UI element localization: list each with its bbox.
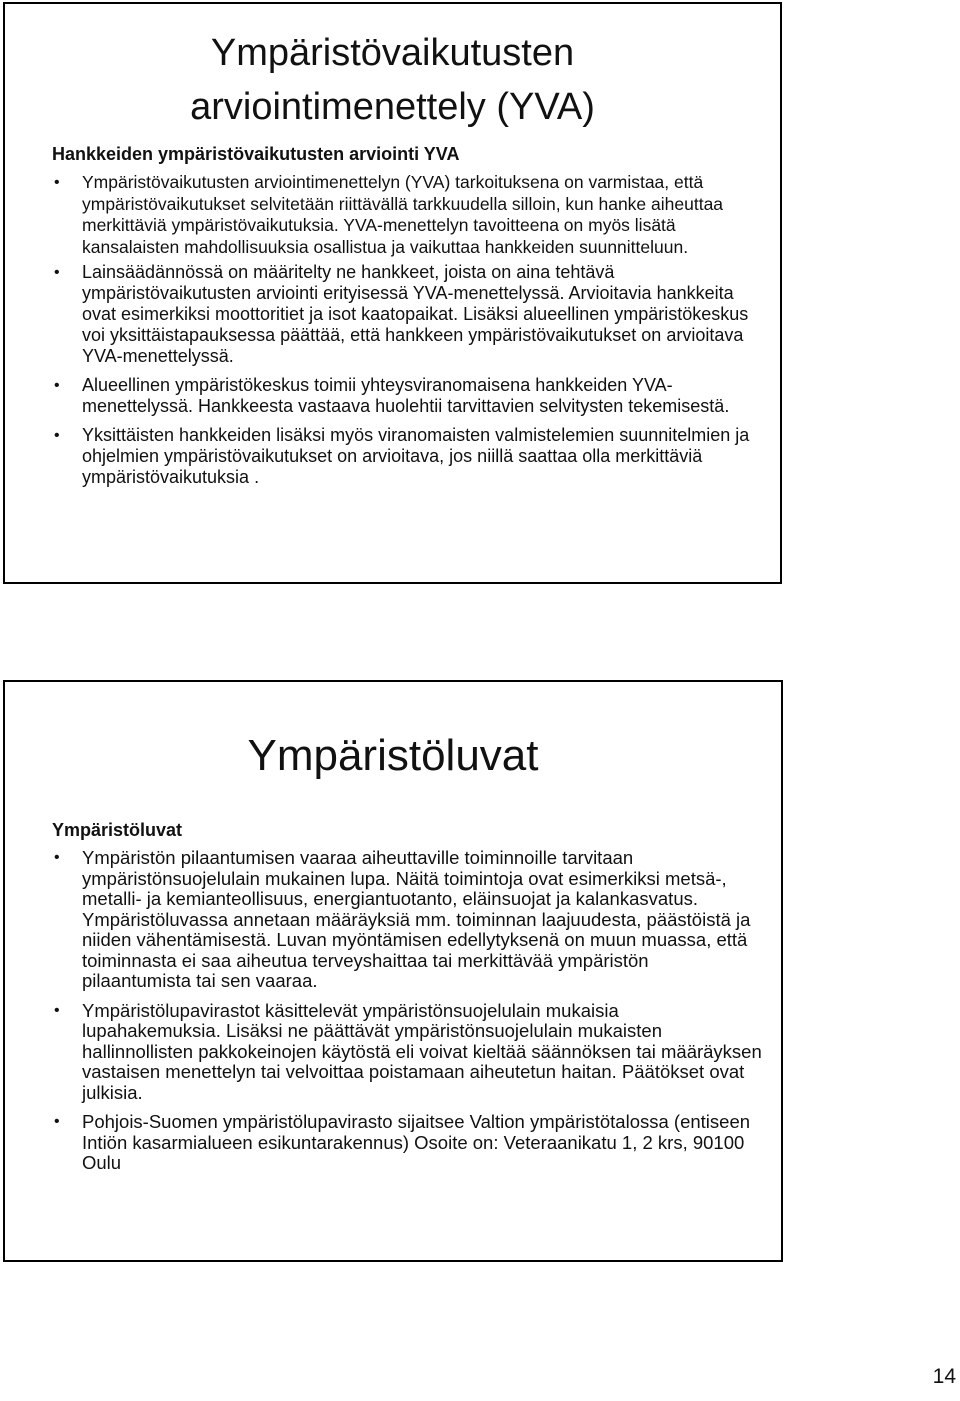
list-item	[52, 1112, 762, 1174]
list-item	[52, 172, 752, 258]
bullet-text: Ympäristön pilaantumisen vaaraa aiheuttaville toiminnoille tarvitaan ympäristönsuojelulain mukainen lupa. Näitä toimintoja ovat esimerkiksi metsä-, metalli- ja kemianteollisuus, energiantuotanto, eläinsuojat ja kalankasvatus. Ympäristöluvassa annetaan määräyksiä mm. toiminnan laajuudesta, päästöistä ja niiden vähentämisestä. Luvan myöntämisen edellytyksenä on muun muassa, että toiminnasta ei saa aiheutua terveyshaittaa tai merkittävää ympäristön pilaantumista tai sen vaaraa.	[82, 847, 751, 991]
list-item	[52, 425, 752, 488]
bullet-icon: •	[54, 377, 60, 394]
slide-ymparistoluvat	[3, 680, 783, 1262]
bullet-icon: •	[54, 1113, 60, 1130]
section-heading: Hankkeiden ympäristövaikutusten arviointi YVA	[52, 144, 460, 164]
bullet-list	[52, 848, 762, 1183]
section-heading: Ympäristöluvat	[52, 820, 183, 840]
bullet-icon: •	[54, 849, 60, 866]
bullet-text: Yksittäisten hankkeiden lisäksi myös viranomaisten valmistelemien suunnitelmien ja ohjelmien ympäristövaikutukset on arvioitava, jos niillä saattaa olla merkittäviä ympäristövaikutuksia .	[82, 425, 750, 487]
slide-yva	[3, 2, 782, 584]
page-number: 14	[932, 1365, 956, 1388]
title-line-2: arviointimenettely (YVA)	[190, 86, 595, 128]
list-item	[52, 848, 762, 992]
list-item	[52, 375, 752, 417]
bullet-icon: •	[54, 264, 60, 281]
list-item	[52, 262, 752, 367]
bullet-icon: •	[54, 174, 60, 191]
list-item	[52, 1001, 762, 1104]
title-line-1: Ympäristövaikutusten	[210, 32, 575, 74]
bullet-text: Pohjois-Suomen ympäristölupavirasto sijaitsee Valtion ympäristötalossa (entiseen Intiön kasarmialueen esikuntarakennus) Osoite on: Veteraanikatu 1, 2 krs, 90100 Oulu	[82, 1111, 751, 1173]
bullet-text: Ympäristövaikutusten arviointimenettelyn (YVA) tarkoituksena on varmistaa, että ympäristövaikutukset selvitetään riittävällä tarkkuudella silloin, kun hanke aiheuttaa merkittäviä ympäristövaikutuksia. YVA-menettelyn tavoitteena on myös lisätä kansalaisten mahdollisuuksia osallistua ja vaikuttaa hankkeiden suunnitteluun.	[82, 172, 724, 257]
bullet-icon: •	[54, 1001, 60, 1019]
bullet-text: Lainsäädännössä on määritelty ne hankkeet, joista on aina tehtävä ympäristövaikutusten arviointi erityisessä YVA-menettelyssä. Arvioitavia hankkeita ovat esimerkiksi moottoritiet ja isot kaatopaikat. Lisäksi alueellinen ympäristökeskus voi yksittäistapauksessa päättää, että hankkeen ympäristövaikutukset on arvioitava YVA-menettelyssä.	[82, 262, 749, 366]
bullet-text: Alueellinen ympäristökeskus toimii yhteysviranomaisena hankkeiden YVA-menettelyssä. Hankkeesta vastaava huolehtii tarvittavien selvitysten tekemisestä.	[82, 375, 730, 416]
slide-title: Ympäristöluvat	[247, 731, 539, 780]
bullet-list	[52, 172, 752, 496]
slide-title	[5, 26, 780, 134]
bullet-icon: •	[54, 427, 60, 444]
bullet-text: Ympäristölupavirastot käsittelevät ympäristönsuojelulain mukaisia lupahakemuksia. Lisäksi ne päättävät ympäristönsuojelulain mukaisten hallinnollisten pakkokeinojen käytöstä eli voivat kieltää säännöksen tai määräyksen vastaisen menettelyn tai velvoittaa poistamaan aiheutetun haitan. Päätökset ovat julkisia.	[82, 999, 762, 1103]
